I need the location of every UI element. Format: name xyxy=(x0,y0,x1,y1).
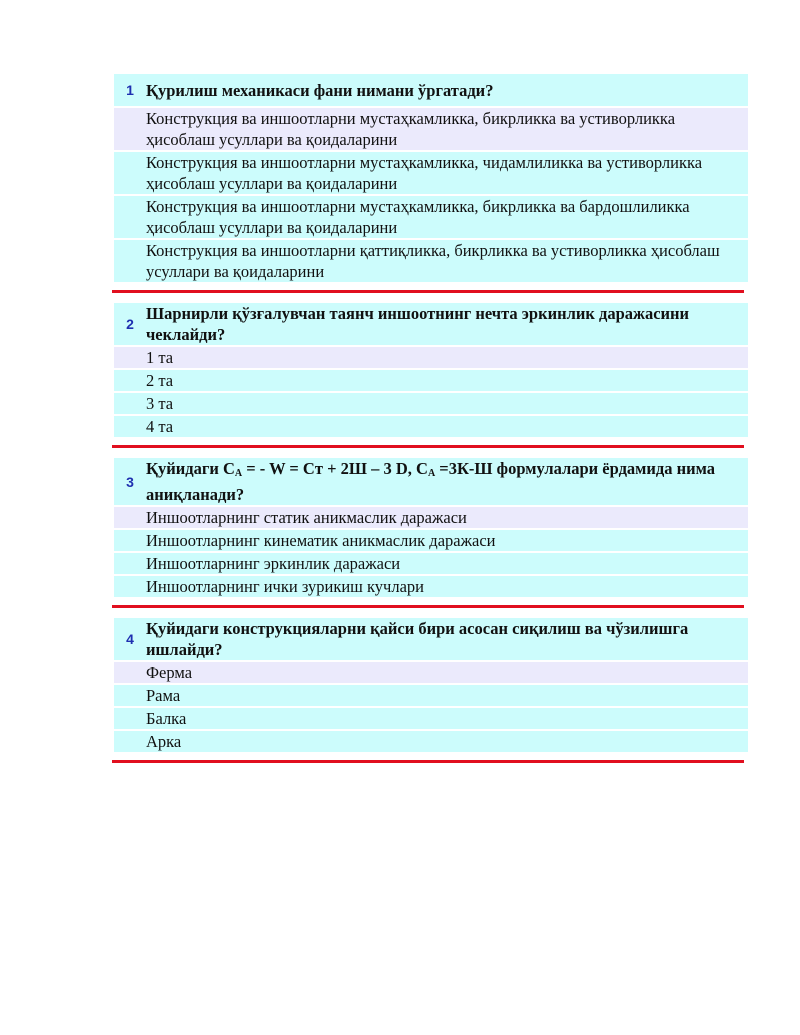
answer-marker-cell xyxy=(114,708,146,729)
answer-option-text: Конструкция ва иншоотларни мустаҳкамликка, бикрликка ва устиворликка ҳисоблаш усуллари ва қоидаларини xyxy=(146,108,748,150)
question-separator xyxy=(112,605,744,608)
correct-answer-icon xyxy=(114,108,146,150)
answer-marker-cell xyxy=(114,576,146,597)
question-text: Қуйидаги конструкцияларни қайси бири асосан сиқилиш ва чўзилишга ишлайди? xyxy=(146,618,748,660)
answer-option-text: Рама xyxy=(146,685,748,706)
answer-option[interactable] xyxy=(114,685,748,706)
answer-marker-cell xyxy=(114,416,146,437)
answer-option[interactable] xyxy=(114,576,748,597)
answer-option[interactable] xyxy=(114,370,748,391)
question-number: 3 xyxy=(114,458,146,505)
question-block xyxy=(114,301,748,448)
question-number: 4 xyxy=(114,618,146,660)
question-separator xyxy=(112,445,744,448)
question-block xyxy=(114,72,748,293)
answer-option[interactable] xyxy=(114,530,748,551)
answer-marker-cell xyxy=(114,393,146,414)
answer-marker-cell xyxy=(114,530,146,551)
answer-marker-cell xyxy=(114,553,146,574)
answer-option-text: Арка xyxy=(146,731,748,752)
answer-marker-cell xyxy=(114,196,146,238)
answer-option-text: 4 та xyxy=(146,416,748,437)
question-separator xyxy=(112,290,744,293)
answer-option-text: Конструкция ва иншоотларни мустаҳкамликка, бикрликка ва бардошлиликка ҳисоблаш усуллари ва қоидаларини xyxy=(146,196,748,238)
answer-option-text: Иншоотларнинг кинематик аникмаслик даражаси xyxy=(146,530,748,551)
answer-option[interactable] xyxy=(114,240,748,282)
answer-marker-cell xyxy=(114,731,146,752)
question-text: Шарнирли қўзғалувчан таянч иншоотнинг нечта эркинлик даражасини чеклайди? xyxy=(146,303,748,345)
correct-answer-icon xyxy=(114,347,146,368)
answer-option[interactable] xyxy=(114,152,748,194)
answer-option-text: Иншоотларнинг ички зурикиш кучлари xyxy=(146,576,748,597)
answer-option-text: 1 та xyxy=(146,347,748,368)
answer-marker-cell xyxy=(114,152,146,194)
answer-option-correct[interactable] xyxy=(114,662,748,683)
answer-option-correct[interactable] xyxy=(114,347,748,368)
question-separator xyxy=(112,760,744,763)
answer-option-text: Балка xyxy=(146,708,748,729)
answer-option[interactable] xyxy=(114,553,748,574)
question-number: 1 xyxy=(114,74,146,106)
question-table xyxy=(114,301,748,439)
correct-answer-icon xyxy=(114,507,146,528)
question-block xyxy=(114,456,748,608)
answer-option-text: 2 та xyxy=(146,370,748,391)
question-table xyxy=(114,456,748,599)
answer-option[interactable] xyxy=(114,416,748,437)
question-text: Қурилиш механикаси фани нимани ўргатади? xyxy=(146,74,748,106)
answer-option[interactable] xyxy=(114,196,748,238)
answer-option[interactable] xyxy=(114,708,748,729)
answer-option-text: Конструкция ва иншоотларни мустаҳкамликка, чидамлиликка ва устиворликка ҳисоблаш усуллари ва қоидаларини xyxy=(146,152,748,194)
question-table xyxy=(114,616,748,754)
answer-option[interactable] xyxy=(114,731,748,752)
answer-marker-cell xyxy=(114,240,146,282)
answer-marker-cell xyxy=(114,685,146,706)
answer-option-correct[interactable] xyxy=(114,108,748,150)
question-number: 2 xyxy=(114,303,146,345)
question-table xyxy=(114,72,748,284)
answer-option-text: 3 та xyxy=(146,393,748,414)
answer-option-text: Иншоотларнинг эркинлик даражаси xyxy=(146,553,748,574)
answer-option-text: Конструкция ва иншоотларни қаттиқликка, бикрликка ва устиворликка ҳисоблаш усуллари ва қоидаларини xyxy=(146,240,748,282)
answer-option-correct[interactable] xyxy=(114,507,748,528)
answer-option-text: Ферма xyxy=(146,662,748,683)
correct-answer-icon xyxy=(114,662,146,683)
question-text: Қуйидаги $C_A$ = - W = Cт + 2Ш – 3 D, $C_A =3К-Ш$ формулалари ёрдамида нима аниқланади? xyxy=(146,458,748,505)
answer-marker-cell xyxy=(114,370,146,391)
answer-option-text: Иншоотларнинг статик аникмаслик даражаси xyxy=(146,507,748,528)
test-page xyxy=(114,72,748,771)
answer-option[interactable] xyxy=(114,393,748,414)
question-block xyxy=(114,616,748,763)
